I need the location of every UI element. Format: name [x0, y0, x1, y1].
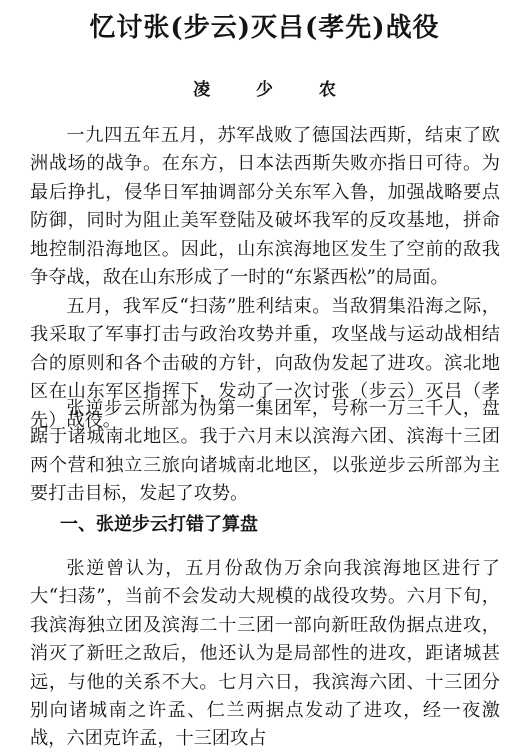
paragraph-text: 五月，我军反“扫荡”胜利结束。当敌猬集沿海之际，我采取了军事打击与政治攻势并重，攻坚战与运动战相结合的原则和各个击破的方针，向敌伪发起了进攻。滨北地区在山东军区指挥下，发动了一次讨张（步云）灭吕（孝先）战役。 — [30, 296, 500, 431]
paragraph-text: 张逆曾认为，五月份敌伪万余向我滨海地区进行了大“扫荡”，当前不会发动大规模的战役攻势。六月下旬，我滨海独立团及滨海二十三团一部向新旺敌伪据点进攻，消灭了新旺之敌后，他还认为是局部性的进攻，距诸城甚远，与他的关系不大。七月六日，我滨海六团、十三团分别向诸城南之许孟、仁兰两据点发动了进攻，经一夜激战，六团克许孟，十三团攻占 — [30, 558, 500, 750]
article-author: 凌 少 农 — [193, 80, 356, 100]
section-heading: 一、张逆步云打错了算盘 — [60, 514, 258, 535]
paragraph-text: 张逆步云所部为伪第一集团军，号称一万三千人，盘踞于诸城南北地区。我于六月末以滨海六团、滨海十三团两个营和独立三旅向诸城南北地区，以张逆步云所部为主要打击目标，发起了攻势。 — [30, 398, 500, 505]
section-paragraph — [30, 555, 500, 754]
body-paragraph-3 — [30, 395, 500, 509]
article-title: 忆讨张(步云)灭吕(孝先)战役 — [89, 13, 440, 43]
paragraph-text: 一九四五年五月，苏军战败了德国法西斯，结束了欧洲战场的战争。在东方，日本法西斯失败亦指日可待。为最后挣扎，侵华日军抽调部分关东军入鲁，加强战略要点防御，同时为阻止美军登陆及破坏我军的反攻基地，拼命地控制沿海地区。因此，山东滨海地区发生了空前的敌我争夺战，敌在山东形成了一时的“东紧西松”的局面。 — [30, 125, 500, 289]
body-paragraph-1 — [30, 122, 500, 292]
